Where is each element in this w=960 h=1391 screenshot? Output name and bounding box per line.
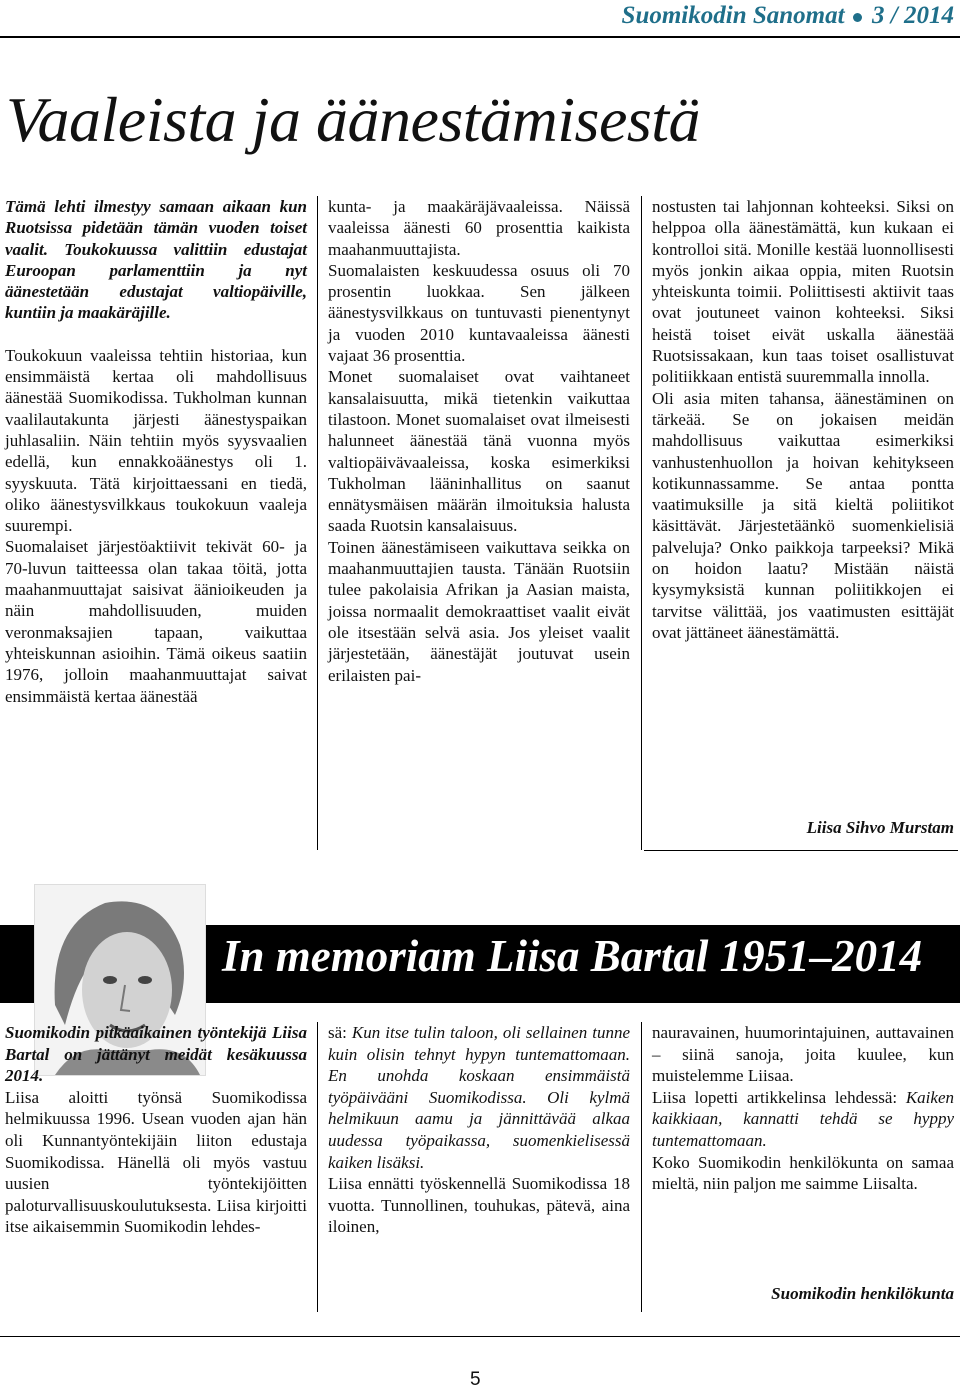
paragraph: Toukokuun vaaleissa tehtiin historiaa, kun ensimmäistä kertaa oli mahdollisuus äänestää Suomikodissa. Tukholman kunnan vaalilautakunta järjesti äänestyspaikan juhlasaliin. Näin tehtiin myös syysvaalien edellä, kun ennakkoäänestys oli 1. syyskuuta. Tätä kirjoittaessani en tiedä, oliko äänestysvilkkaus toukokuun vaaleja suurempi. bbox=[5, 345, 307, 536]
article-column-3 bbox=[652, 196, 954, 643]
paragraph bbox=[652, 1087, 954, 1152]
paragraph: Monet suomalaiset ovat vaihtaneet kansalaisuutta, mikä tietenkin vaikuttaa tilastoon. Monet suomalaiset ovat ilmeisesti halunneet äänestää tänä vuonna myös valtiopäivävaaleissa, koska esimerkiksi Tukholman lääninhallitus on saanut ennätysmäisen määrän ilmoituksia halusta saada Ruotsin kansalaisuus. bbox=[328, 367, 630, 536]
paragraph: Liisa ennätti työskennellä Suomikodissa 18 vuotta. Tunnollinen, touhukas, pätevä, aina iloinen, bbox=[328, 1174, 630, 1237]
paragraph: Liisa aloitti työnsä Suomikodissa helmikuussa 1996. Usean vuoden ajan hän oli Kunnantyöntekijäin liiton edustaja Suomikodissa. Hänellä oli myös vastuu uusien työntekijöitten paloturvallisuuskoulutuksesta. Liisa kirjoitti itse aikaisemmin Suomikodin lehdes- bbox=[5, 1087, 307, 1237]
article-column-2 bbox=[328, 196, 630, 686]
text-span: sä: bbox=[328, 1023, 352, 1042]
memoriam-title: In memoriam Liisa Bartal 1951–2014 bbox=[222, 931, 923, 981]
paragraph: nauravainen, huumorintajuinen, auttavainen – siinä sanoja, joita kuulee, kun muistelemme Liisaa. bbox=[652, 1023, 954, 1086]
memoriam-column-3 bbox=[652, 1022, 954, 1195]
paragraph: Suomalaiset järjestöaktiivit tekivät 60- ja 70-luvun taitteessa olan takaa töitä, jotta maahanmuuttajat saisivat äänioikeuden ja näin mahdollisuuden, muiden veronmaksajien tapaan, vaikuttaa yhteiskunnan asioihin. Tämä oikeus saatiin 1976, jolloin maahanmuuttajat saivat ensimmäistä kertaa äänestää bbox=[5, 537, 307, 706]
column-divider bbox=[317, 196, 318, 850]
publication-header bbox=[622, 2, 954, 30]
bullet-icon bbox=[853, 13, 862, 22]
paragraph bbox=[328, 1022, 630, 1173]
paragraph: nostusten tai lahjonnan kohteeksi. Siksi on helppoa olla äänestämättä, kun kukaan ei kontrolloi sitä. Monille kestää luonnollisesti myös jonkin aikaa oppia, miten Ruotsin yhteiskunta toimii. Poliittisesti aktiivit taas ovat joutuneet vainon kohteeksi. Siksi heistä toiset eivät uskalla äänestää Ruotsissakaan, kun taas toiset osallistuvat politiikkaan entistä suuremmalla innolla. bbox=[652, 197, 954, 387]
paragraph: Toinen äänestämiseen vaikuttava seikka on maahanmuuttajien tausta. Tänään Ruotsiin tulee pakolaisia Afrikan ja Aasian maista, joissa normaalit demokraattiset vaalit eivät ole itsestään selvä asia. Jos yleiset vaalit järjestetään, äänestäjät joutuvat usein erilaisten pai- bbox=[328, 537, 630, 685]
paragraph: Oli asia miten tahansa, äänestäminen on tärkeää. Se on jokaisen meidän mahdollisuus vaikuttaa esimerkiksi vanhustenhuollon ja hoivan kehitykseen kotikunnassamme. Se antaa pontta vaatimuksille ja sitä kieltä poliitikot käsittävät. Järjestetäänkö suomenkielisiä palveluja? Onko paikkoja tarpeeksi? Mikä on hoidon laatu? Mistään näistä kysymyksistä kunnan poliitikkojen ei tarvitse välittää, jos vaatimusten esittäjät ovat jättäneet äänestämättä. bbox=[652, 388, 954, 642]
page-number: 5 bbox=[470, 1369, 481, 1390]
article-column-1 bbox=[5, 196, 307, 707]
article-lead: Tämä lehti ilmestyy samaan aikaan kun Ruotsissa pidetään tämän vuoden toiset vaalit. Toukokuussa valittiin edustajat Euroopan parlamenttiin ja nyt äänestetään edustajat valtiopäiville, kuntiin ja maakäräjille. bbox=[5, 197, 307, 323]
article-title: Vaaleista ja äänestämisestä bbox=[6, 84, 701, 155]
quote-text: Kaiken kaikkiaan, kannatti tehdä se hyppy tuntemattomaan. bbox=[652, 1087, 954, 1150]
paragraph: Suomalaisten keskuudessa osuus oli 70 prosentin luokkaa. Sen jälkeen äänestysvilkkaus on tuntuvasti pienentynyt ja vuoden 2010 kuntavaaleissa äänesti vajaat 36 prosenttia. bbox=[328, 260, 630, 366]
column-divider bbox=[641, 196, 642, 850]
header-rule bbox=[0, 36, 960, 38]
memoriam-lead: Suomikodin pitkäaikainen työntekijä Liisa Bartal on jättänyt meidät kesäkuussa 2014. bbox=[5, 1023, 307, 1086]
memoriam-author: Suomikodin henkilökunta bbox=[771, 1284, 954, 1303]
paragraph: Koko Suomikodin henkilökunta on samaa mieltä, niin paljon me saimme Liisalta. bbox=[652, 1152, 954, 1194]
publication-name: Suomikodin Sanomat bbox=[621, 2, 845, 29]
column-divider bbox=[641, 1022, 642, 1312]
column-divider bbox=[317, 1022, 318, 1312]
signature-rule bbox=[644, 850, 958, 851]
article-author: Liisa Sihvo Murstam bbox=[806, 818, 954, 837]
memoriam-column-1 bbox=[5, 1022, 307, 1238]
footer-rule bbox=[0, 1336, 960, 1337]
text-span: Liisa lopetti artikkelinsa lehdessä: bbox=[652, 1087, 906, 1107]
issue-number: 3 / 2014 bbox=[872, 2, 954, 29]
quote-text: Kun itse tulin taloon, oli sellainen tunne kuin olisin tehnyt hypyn tuntemattomaan. En unohda koskaan ensimmäistä työpäivääni Suomikodissa. Oli kylmä helmikuun aamu ja jännittävää alkaa uudessa työpaikassa, suomenkielisessä kaiken lisäksi. bbox=[328, 1023, 630, 1172]
paragraph: kunta- ja maakäräjävaaleissa. Näissä vaaleissa äänesti 60 prosenttia kaikista maahanmuuttajista. bbox=[328, 197, 630, 259]
memoriam-column-2 bbox=[328, 1022, 630, 1238]
